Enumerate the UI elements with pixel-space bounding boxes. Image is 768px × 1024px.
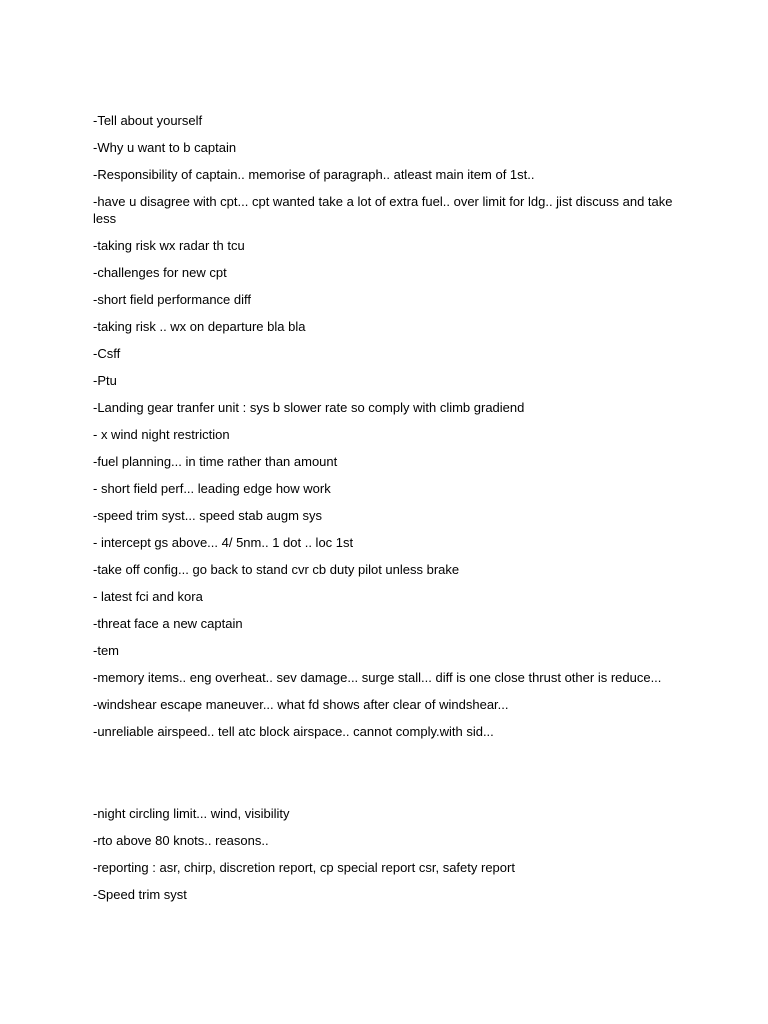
note-line: -have u disagree with cpt... cpt wanted take a lot of extra fuel.. over limit for ldg.. jist discuss and take less (93, 194, 673, 226)
note-line: -night circling limit... wind, visibility (93, 806, 290, 821)
note-line: -take off config... go back to stand cvr cb duty pilot unless brake (93, 562, 460, 577)
note-line: -taking risk .. wx on departure bla bla (93, 319, 306, 334)
note-line: -tem (93, 643, 119, 658)
note-line: -Tell about yourself (93, 113, 203, 128)
document-page (93, 112, 673, 913)
note-line: -Landing gear tranfer unit : sys b slower rate so comply with climb gradiend (93, 400, 525, 415)
note-line: - latest fci and kora (93, 589, 203, 604)
note-line: -rto above 80 knots.. reasons.. (93, 833, 269, 848)
note-line: -challenges for new cpt (93, 265, 227, 280)
note-line: -Why u want to b captain (93, 140, 237, 155)
note-line: -taking risk wx radar th tcu (93, 238, 245, 253)
note-line: -fuel planning... in time rather than amount (93, 454, 338, 469)
note-line: - intercept gs above... 4/ 5nm.. 1 dot .. loc 1st (93, 535, 354, 550)
note-line: -speed trim syst... speed stab augm sys (93, 508, 323, 523)
note-line: -windshear escape maneuver... what fd shows after clear of windshear... (93, 697, 509, 712)
blank-space (93, 750, 673, 805)
note-line: -short field performance diff (93, 292, 251, 307)
note-line: - x wind night restriction (93, 427, 230, 442)
note-line: - short field perf... leading edge how work (93, 481, 331, 496)
note-line: -Responsibility of captain.. memorise of paragraph.. atleast main item of 1st.. (93, 167, 535, 182)
notes-section-1 (93, 112, 673, 740)
note-line: -threat face a new captain (93, 616, 243, 631)
note-line: -Speed trim syst (93, 887, 187, 902)
note-line: -Csff (93, 346, 121, 361)
note-line: -Ptu (93, 373, 117, 388)
note-line: -reporting : asr, chirp, discretion report, cp special report csr, safety report (93, 860, 515, 875)
note-line: -unreliable airspeed.. tell atc block airspace.. cannot comply.with sid... (93, 724, 494, 739)
note-line: -memory items.. eng overheat.. sev damage... surge stall... diff is one close thrust other is reduce... (93, 670, 662, 685)
notes-section-2 (93, 805, 673, 903)
